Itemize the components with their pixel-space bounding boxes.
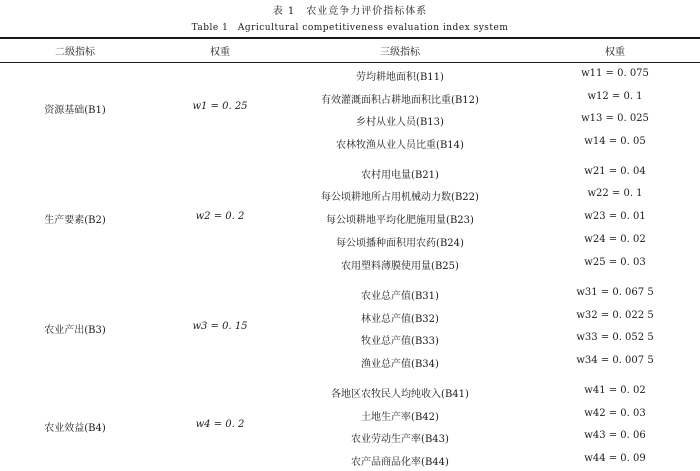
item-name: 牧业总产值(B33) <box>361 336 439 347</box>
group-weight: w2 = 0. 2 <box>195 211 245 222</box>
item-name: 各地区农牧民人均纯收入(B41) <box>331 389 469 400</box>
group-weight: w3 = 0. 15 <box>192 321 248 332</box>
item-name: 每公顷耕地所占用机械动力数(B22) <box>321 192 479 203</box>
item-weight: w32 = 0. 022 5 <box>576 310 654 321</box>
header-weight: 权重 <box>210 47 230 58</box>
item-name: 农产品商品化率(B44) <box>351 457 449 468</box>
item-name: 劳均耕地面积(B11) <box>356 72 444 83</box>
item-weight: w11 = 0. 075 <box>581 68 649 79</box>
item-name: 农业总产值(B31) <box>361 291 439 302</box>
item-weight: w21 = 0. 04 <box>584 166 646 177</box>
group-name: 生产要素(B2) <box>44 215 106 226</box>
header-sub-weight: 权重 <box>605 47 625 58</box>
item-weight: w25 = 0. 03 <box>584 257 646 268</box>
item-weight: w34 = 0. 007 5 <box>576 355 654 366</box>
item-weight: w41 = 0. 02 <box>584 385 646 396</box>
item-weight: w13 = 0. 025 <box>581 113 649 124</box>
item-weight: w44 = 0. 09 <box>584 453 646 464</box>
item-weight: w12 = 0. 1 <box>587 91 643 102</box>
item-name: 林业总产值(B32) <box>361 314 439 325</box>
table-caption-cn: 表 1 农业竞争力评价指标体系 <box>272 6 428 17</box>
item-weight: w14 = 0. 05 <box>584 136 646 147</box>
group-weight: w1 = 0. 25 <box>192 101 248 112</box>
table-caption-en: Table 1 Agricultural competitiveness evaluation index system <box>191 23 509 33</box>
group-name: 农业效益(B4) <box>44 423 106 434</box>
item-weight: w24 = 0. 02 <box>584 234 646 245</box>
item-name: 农业劳动生产率(B43) <box>351 434 449 445</box>
item-name: 每公顷播种面积用农药(B24) <box>336 238 464 249</box>
item-name: 农村用电量(B21) <box>361 170 439 181</box>
item-name: 农用塑料薄膜使用量(B25) <box>341 261 459 272</box>
header-secondary-index: 二级指标 <box>55 47 95 58</box>
group-name: 资源基础(B1) <box>44 105 106 116</box>
item-weight: w23 = 0. 01 <box>584 211 646 222</box>
item-weight: w42 = 0. 03 <box>584 408 646 419</box>
item-weight: w33 = 0. 052 5 <box>576 332 654 343</box>
item-name: 土地生产率(B42) <box>361 412 439 423</box>
header-tertiary-index: 三级指标 <box>380 47 420 58</box>
group-name: 农业产出(B3) <box>44 325 106 336</box>
item-name: 每公顷耕地平均化肥施用量(B23) <box>326 215 474 226</box>
table-header-rule <box>0 62 700 63</box>
item-name: 乡村从业人员(B13) <box>356 117 444 128</box>
item-weight: w43 = 0. 06 <box>584 430 646 441</box>
group-weight: w4 = 0. 2 <box>195 419 245 430</box>
item-name: 农林牧渔从业人员比重(B14) <box>336 140 464 151</box>
item-weight: w31 = 0. 067 5 <box>576 287 654 298</box>
item-name: 渔业总产值(B34) <box>361 359 439 370</box>
table-top-rule <box>0 37 700 39</box>
item-name: 有效灌溉面积占耕地面积比重(B12) <box>321 95 479 106</box>
item-weight: w22 = 0. 1 <box>587 188 643 199</box>
